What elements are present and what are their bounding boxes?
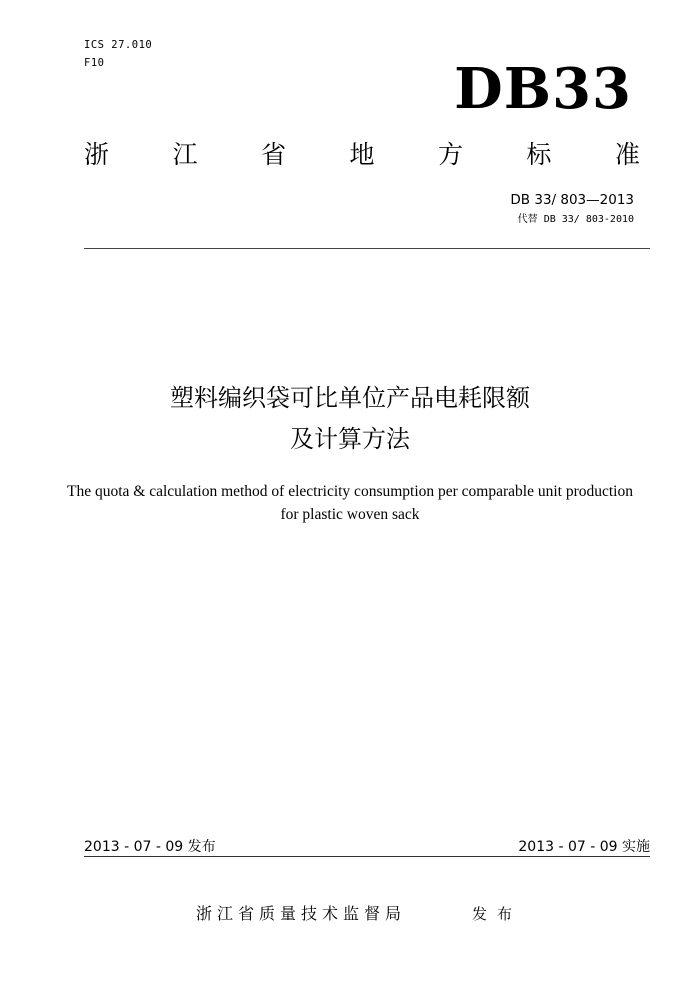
footer-divider (84, 856, 650, 857)
title-cn-line2: 及计算方法 (290, 425, 410, 453)
standard-type-heading (84, 138, 640, 172)
issuing-authority: 浙江省质量技术监督局 (196, 904, 407, 923)
publish-date: 2013 - 07 - 09 发布 (84, 839, 216, 855)
standard-number: DB 33/ 803—2013 (510, 192, 634, 208)
heading-char: 江 (172, 140, 198, 169)
effective-date: 2013 - 07 - 09 实施 (518, 839, 650, 855)
classification-block (84, 36, 152, 72)
title-cn-line1: 塑料编织袋可比单位产品电耗限额 (170, 384, 530, 412)
ics-code: ICS 27.010 (84, 39, 153, 51)
replaces-note: 代替 DB 33/ 803-2010 (517, 214, 634, 225)
heading-char: 浙 (84, 140, 110, 169)
ccs-code: F10 (84, 57, 105, 69)
db33-logo: DB33 (454, 56, 632, 122)
header-divider (84, 248, 650, 249)
heading-char: 准 (614, 140, 640, 169)
heading-char: 省 (260, 140, 286, 169)
heading-char: 地 (349, 140, 375, 169)
heading-char: 方 (437, 140, 463, 169)
issue-label: 发布 (472, 905, 523, 923)
heading-char: 标 (526, 140, 552, 169)
title-en: The quota & calculation method of electricity consumption per comparable unit production for plastic woven sack (66, 483, 633, 523)
